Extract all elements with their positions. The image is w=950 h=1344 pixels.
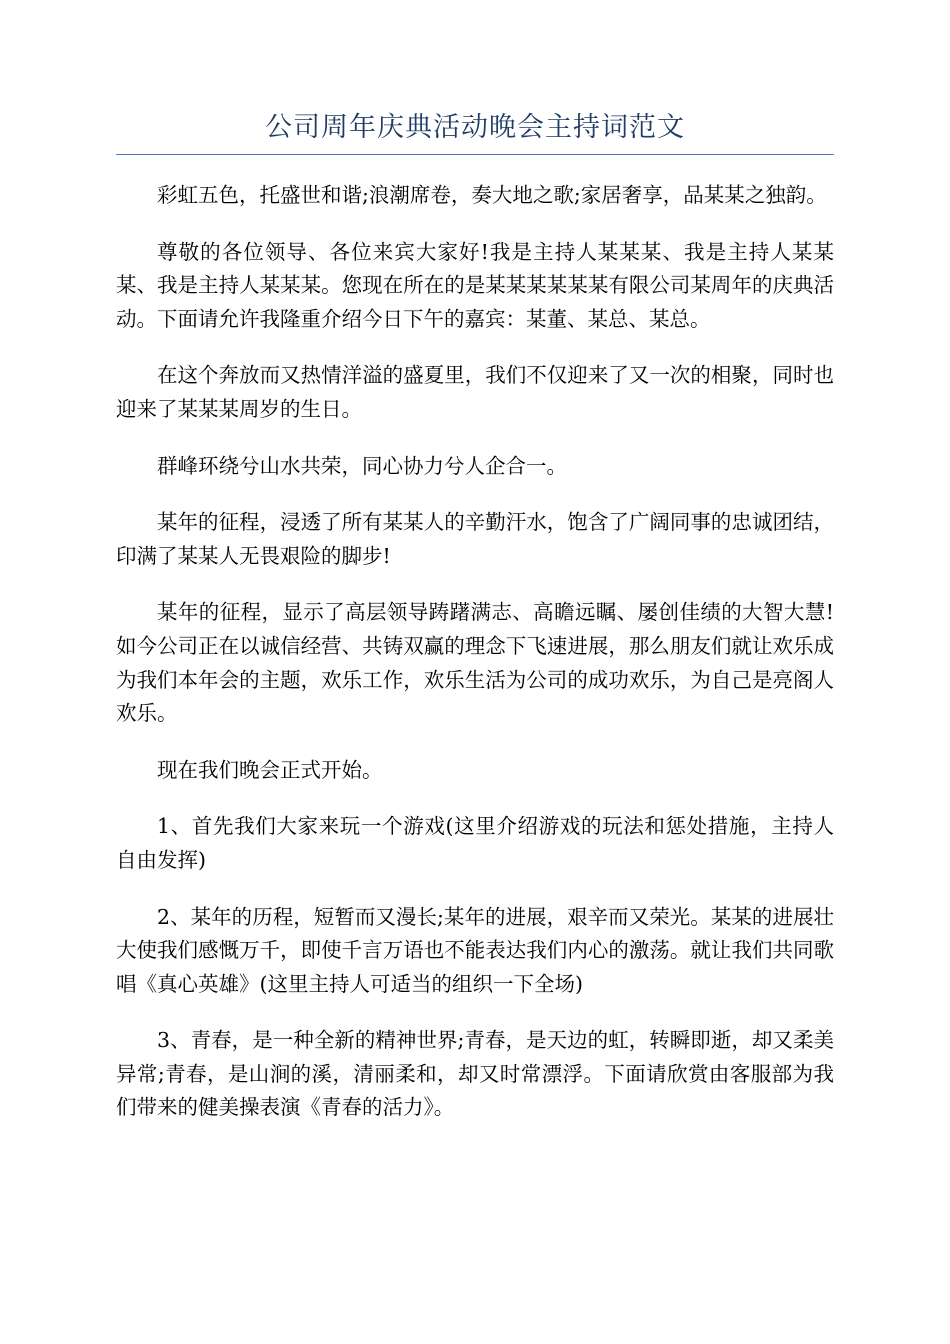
- document-body: [116, 179, 834, 1148]
- paragraph-item-1: 1、首先我们大家来玩一个游戏(这里介绍游戏的玩法和惩处措施，主持人自由发挥): [116, 814, 834, 872]
- title-underline: [116, 154, 834, 155]
- paragraph-start: 现在我们晚会正式开始。: [157, 757, 383, 782]
- paragraph-opening: 彩虹五色，托盛世和谐;浪潮席卷，奏大地之歌;家居奢享，品某某之独韵。: [157, 183, 827, 207]
- paragraph-leadership: 某年的征程，显示了高层领导踌躇满志、高瞻远瞩、屡创佳绩的大智大慧!如今公司正在以诚信经营、共铸双赢的理念下飞速进展，那么朋友们就让欢乐成为我们本年会的主题，欢乐工作，欢乐生活为公司的成功欢乐，为自己是亮阁人欢乐。: [116, 600, 834, 726]
- paragraph-item-2: 2、某年的历程，短暂而又漫长;某年的进展，艰辛而又荣光。某某的进展壮大使我们感慨万千，即使千言万语也不能表达我们内心的激荡。就让我们共同歌唱《真心英雄》(这里主持人可适当的组织一下全场): [116, 904, 834, 996]
- paragraph-couplet: 群峰环绕兮山水共荣，同心协力兮人企合一。: [157, 453, 567, 478]
- paragraph-journey: 某年的征程，浸透了所有某某人的辛勤汗水，饱含了广阔同事的忠诚团结，印满了某某人无畏艰险的脚步!: [116, 510, 834, 568]
- paragraph-greeting: 尊敬的各位领导、各位来宾大家好!我是主持人某某某、我是主持人某某某、我是主持人某某某。您现在所在的是某某某某某某有限公司某周年的庆典活动。下面请允许我隆重介绍今日下午的嘉宾：某董、某总、某总。: [116, 239, 834, 331]
- paragraph-summer: 在这个奔放而又热情洋溢的盛夏里，我们不仅迎来了又一次的相聚，同时也迎来了某某某周岁的生日。: [116, 363, 834, 421]
- document-title: 公司周年庆典活动晚会主持词范文: [265, 112, 685, 143]
- paragraph-item-3: 3、青春，是一种全新的精神世界;青春，是天边的虹，转瞬即逝，却又柔美异常;青春，是山涧的溪，清丽柔和，却又时常漂浮。下面请欣赏由客服部为我们带来的健美操表演《青春的活力》。: [116, 1028, 834, 1120]
